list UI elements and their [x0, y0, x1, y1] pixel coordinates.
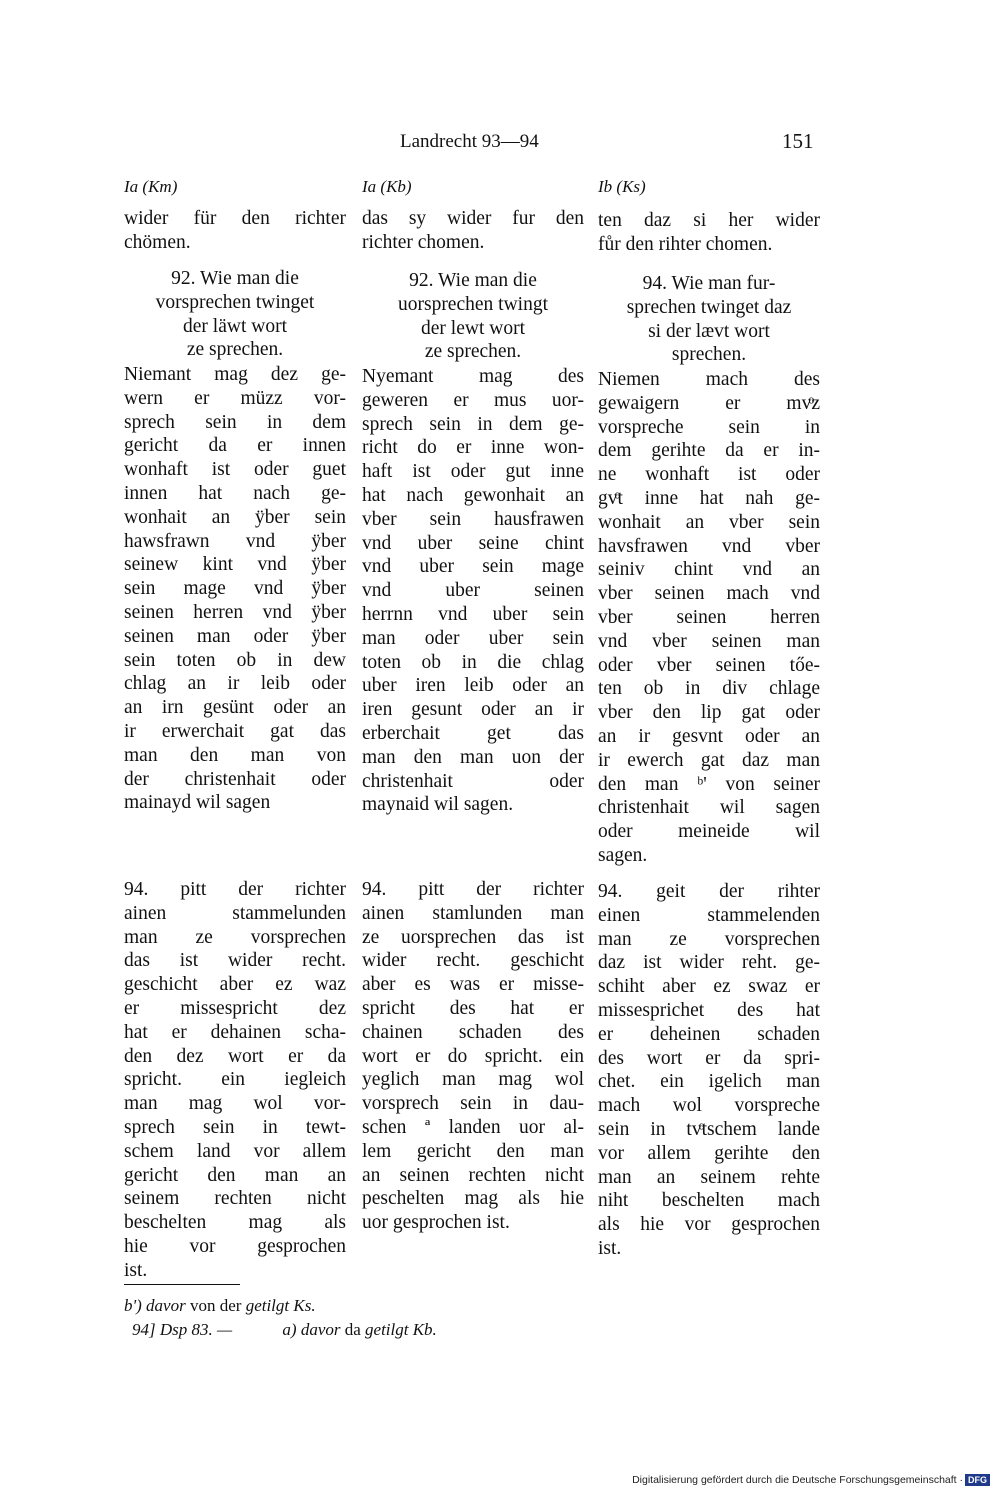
text-line: vber sein hausfrawen — [362, 508, 584, 530]
text-line: haft ist oder gut inne — [362, 461, 584, 483]
text-line: si der lævt wort — [648, 320, 770, 342]
text-line: des wort er da spri- — [598, 1047, 820, 1069]
text-line: seinen herren vnd ÿber — [124, 601, 346, 623]
footnote-b — [124, 1296, 316, 1316]
text-line: ten daz si her wider — [598, 210, 820, 231]
text-line: er deheinen schaden — [598, 1023, 820, 1045]
text-line: 94. pitt der richter — [362, 879, 584, 900]
text-line: den dez wort er da — [124, 1045, 346, 1067]
text-line: ne wonhaft ist oder — [598, 464, 820, 486]
text-line: ze uorsprechen das ist — [362, 926, 584, 948]
text-line: ist. — [598, 1237, 622, 1259]
text-line: vor allem gerihte den — [598, 1142, 820, 1164]
text-line: hawsfrawn vnd ÿber — [124, 530, 346, 552]
text-line: der lewt wort — [421, 317, 525, 339]
footnote-word: getilgt Kb. — [365, 1320, 437, 1339]
text-line: ist. — [124, 1259, 148, 1281]
text-line: das sy wider fur den — [362, 208, 584, 229]
text-line: Niemen mach des — [598, 369, 820, 390]
column-siglum: Ia (Km) — [124, 177, 178, 196]
text-line: niht beschelten mach — [598, 1190, 820, 1212]
dfg-logo-icon: DFG — [965, 1474, 990, 1486]
page-number: 151 — [782, 129, 814, 153]
text-line: vnd vber seinen man — [598, 630, 820, 652]
text-line: gericht da er innen — [124, 435, 346, 457]
text-line: ir erwerchait gat das — [124, 720, 346, 742]
text-line: oder meineide wil — [598, 821, 820, 843]
text-line: gvͦt inne hat nah ge- — [598, 487, 820, 509]
text-line: er missespricht dez — [124, 997, 346, 1019]
footnote-word: davor — [300, 1320, 341, 1339]
text-line: uber iren leib oder an — [362, 675, 584, 697]
text-line: ainen stammelunden — [124, 902, 346, 924]
text-line: maynaid wil sagen. — [362, 794, 514, 816]
column-heading — [598, 272, 820, 367]
text-line: chlag an ir leib oder — [124, 673, 346, 695]
footnote-word: davor — [146, 1296, 186, 1315]
column-siglum: Ia (Kb) — [362, 177, 412, 196]
column-text — [362, 207, 584, 255]
text-line: hat er dehainen scha- — [124, 1021, 346, 1043]
text-line: sprech sein in dem — [124, 411, 346, 433]
section-94-text — [124, 878, 346, 1283]
text-line: vnd uber seine chint — [362, 532, 584, 554]
text-line: wonhait an ÿber sein — [124, 506, 346, 528]
text-line: wort er do spricht. ein — [362, 1045, 584, 1067]
text-line: das ist wider recht. — [124, 950, 346, 972]
text-line: spricht. ein iegleich — [124, 1069, 346, 1091]
text-line: missesprichet des hat — [598, 999, 820, 1021]
text-line: havsfrawen vnd vber — [598, 535, 820, 557]
column-text — [124, 207, 346, 255]
text-line: uorsprechen twingt — [397, 293, 548, 315]
text-line: iren gesunt oder an ir — [362, 699, 584, 721]
text-line: seinew kint vnd ÿber — [124, 554, 346, 576]
text-line: 92. Wie man die — [409, 270, 537, 291]
text-line: gericht den man an — [124, 1164, 346, 1186]
text-line: beschelten mag als — [124, 1212, 346, 1234]
text-line: ze sprechen. — [186, 339, 284, 361]
text-line: chainen schaden des — [362, 1021, 584, 1043]
text-line: sein toten ob in dew — [124, 649, 346, 671]
footnote-text: Dsp 83. — — [159, 1320, 233, 1339]
text-line: als hie vor gesprochen — [598, 1214, 820, 1236]
running-title: Landrecht 93—94 — [400, 131, 539, 152]
text-line: hat nach gewonhait an — [362, 484, 584, 506]
text-line: sprechen twinget daz — [626, 296, 792, 318]
text-line: schem land vor allem — [124, 1140, 346, 1162]
text-line: ainen stamlunden man — [362, 902, 584, 924]
text-line: spricht des hat er — [362, 997, 584, 1019]
text-line: schiht aber ez swaz er — [598, 976, 820, 998]
text-line: vnd uber seinen — [362, 580, 584, 602]
text-line: wonhait an vber sein — [598, 511, 820, 533]
column-text — [598, 209, 820, 257]
text-line: seinen man oder ÿber — [124, 625, 346, 647]
text-line: wonhaft ist oder guet — [124, 459, 346, 481]
text-line: den man ᵇ' von seiner — [598, 773, 820, 795]
text-line: sein in tvͦtschem lande — [598, 1118, 820, 1140]
text-line: wern er müzz vor- — [124, 387, 346, 409]
text-line: richter chomen. — [362, 231, 485, 253]
column-heading — [124, 267, 346, 362]
text-line: der läwt wort — [183, 315, 287, 337]
text-line: geschicht aber ez waz — [124, 974, 346, 996]
text-line: dem gerihte da er in- — [598, 440, 820, 462]
text-line: peschelten mag als hie — [362, 1188, 584, 1210]
text-line: oder vber seinen tőe- — [598, 654, 820, 676]
column-text — [124, 363, 346, 815]
text-line: Niemant mag dez ge- — [124, 364, 346, 385]
text-line: erberchait get das — [362, 722, 584, 744]
digitization-credit — [632, 1474, 990, 1486]
text-line: yeglich man mag wol — [362, 1069, 584, 1091]
column-text — [362, 365, 584, 817]
text-line: der christenhait oder — [124, 768, 346, 790]
text-line: 94. pitt der richter — [124, 879, 346, 900]
text-line: mainayd wil sagen — [124, 792, 271, 814]
text-line: einen stammelenden — [598, 904, 820, 926]
text-line: toten ob in die chlag — [362, 651, 584, 673]
text-line: ze sprechen. — [424, 341, 522, 363]
text-line: chömen. — [124, 231, 191, 253]
text-line: vorsprech sein in dau- — [362, 1093, 584, 1115]
text-line: geweren er mus uor- — [362, 389, 584, 411]
text-line: innen hat nach ge- — [124, 482, 346, 504]
text-line: gewaigern er mvͦz — [598, 392, 820, 414]
text-line: wider für den richter — [124, 208, 346, 229]
text-line: man ze vorsprechen — [598, 928, 820, 950]
text-line: vber seinen mach vnd — [598, 583, 820, 605]
text-line: wider recht. geschicht — [362, 950, 584, 972]
text-line: uor gesprochen ist. — [362, 1212, 510, 1234]
text-line: ten ob in div chlage — [598, 678, 820, 700]
column-heading — [362, 269, 584, 364]
text-line: sprech sein in dem ge- — [362, 413, 584, 435]
text-line: aber es was er misse- — [362, 974, 584, 996]
text-line: an irn gesünt oder an — [124, 697, 346, 719]
text-line: ir ewerch gat daz man — [598, 749, 820, 771]
footnote-ref: 94] — [132, 1320, 156, 1339]
text-line: christenhait oder — [362, 770, 584, 792]
footnote-roman: von der — [189, 1296, 242, 1315]
text-line: mach wol vorspreche — [598, 1095, 820, 1117]
text-line: man mag wol vor- — [124, 1093, 346, 1115]
text-line: vorsprechen twinget — [155, 291, 315, 313]
footnote-94 — [132, 1320, 437, 1340]
text-line: vorspreche sein in — [598, 416, 820, 438]
footnote-siglum: b') — [124, 1296, 142, 1315]
text-line: christenhait wil sagen — [598, 797, 820, 819]
text-line: man oder uber sein — [362, 627, 584, 649]
text-line: lem gericht den man — [362, 1140, 584, 1162]
text-line: vber seinen herren — [598, 606, 820, 628]
footnote-roman: da — [344, 1320, 361, 1339]
footnote-rule — [124, 1284, 240, 1285]
text-line: vnd uber sein mage — [362, 556, 584, 578]
text-line: sprechen. — [671, 344, 747, 366]
section-94-text — [598, 880, 820, 1261]
text-line: 94. geit der rihter — [598, 881, 820, 902]
text-line: sprech sein in tewt- — [124, 1116, 346, 1138]
text-line: man an seinem rehte — [598, 1166, 820, 1188]
text-line: man den man uon der — [362, 746, 584, 768]
text-line: sein mage vnd ÿber — [124, 578, 346, 600]
text-line: seinem rechten nicht — [124, 1188, 346, 1210]
text-line: chet. ein igelich man — [598, 1071, 820, 1093]
text-line: man den man von — [124, 744, 346, 766]
text-line: hie vor gesprochen — [124, 1235, 346, 1257]
text-line: fůr den rihter chomen. — [598, 233, 773, 255]
text-line: herrnn vnd uber sein — [362, 603, 584, 625]
text-line: richt do er inne won- — [362, 437, 584, 459]
text-line: an ir gesvnt oder an — [598, 725, 820, 747]
text-line: seiniv chint vnd an — [598, 559, 820, 581]
text-line: an seinen rechten nicht — [362, 1164, 584, 1186]
footnote-word: getilgt Ks. — [245, 1296, 316, 1315]
text-line: schen ª landen uor al- — [362, 1116, 584, 1138]
column-text — [598, 368, 820, 868]
text-line: sagen. — [598, 844, 648, 866]
text-line: Nyemant mag des — [362, 366, 584, 387]
text-line: vber den lip gat oder — [598, 702, 820, 724]
column-siglum: Ib (Ks) — [598, 177, 646, 196]
credit-text: Digitalisierung gefördert durch die Deutsche Forschungsgemeinschaft · — [632, 1474, 963, 1486]
section-94-text — [362, 878, 584, 1235]
text-line: 92. Wie man die — [171, 268, 299, 289]
text-line: 94. Wie man fur- — [642, 273, 776, 294]
text-line: daz ist wider reht. ge- — [598, 952, 820, 974]
text-line: man ze vorsprechen — [124, 926, 346, 948]
footnote-siglum: a) — [282, 1320, 297, 1339]
